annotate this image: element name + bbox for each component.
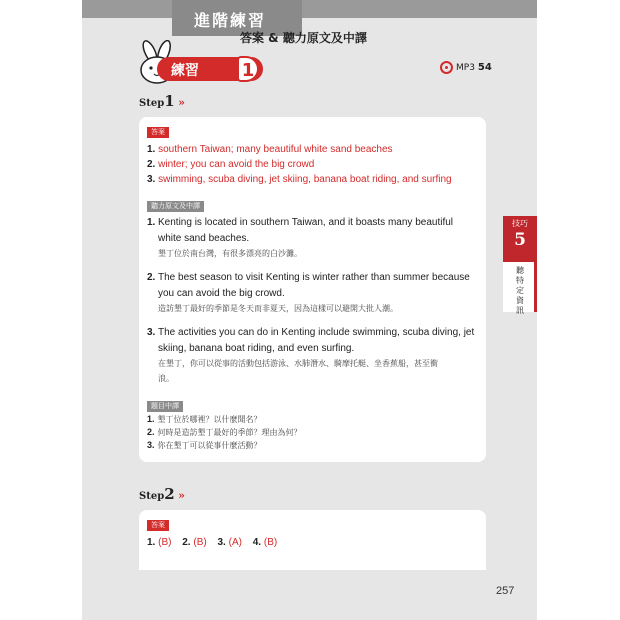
script-translation: 造訪墾丁最好的季節是冬天而非夏天，因為這樣可以避開大批人潮。 [158,304,398,313]
chapter-label: 技巧 [512,219,528,228]
audio-label: MP3 [456,62,475,73]
chapter-number: 5 [514,230,526,250]
practice-number: 1 [237,56,259,82]
chapter-title-char: 定 [516,286,524,295]
question-tag: 題目中譯 [147,401,183,412]
question-line: 3. 你在墾丁可以從事什麼活動？ [147,440,262,450]
step1-heading [139,92,182,110]
step1-number: 1 [164,92,175,110]
practice-badge [157,57,263,81]
answer-tag: 答案 [147,127,169,138]
audio-track-number: 54 [477,62,492,73]
step2-word: Step [139,491,165,502]
cd-icon [440,61,453,74]
chapter-side-tab[interactable] [503,216,537,315]
practice-label: 練習 [171,63,199,79]
chevron-right-icon: » [178,489,182,502]
chapter-title-vertical [503,266,537,316]
chapter-title-char: 訊 [516,306,524,315]
script-translation: 在墾丁，你可以從事的活動包括游泳、水肺潛水、騎摩托艇、坐香蕉船，甚至衝 [158,359,438,368]
step2-number: 2 [164,485,175,503]
header-bar [82,0,537,18]
side-accent-bar [534,216,537,312]
script-tag: 聽力原文及中譯 [147,201,204,212]
step1-word: Step [139,98,165,109]
chapter-title-char: 特 [516,276,524,285]
audio-track[interactable] [440,61,492,74]
script-translation: 浪。 [158,374,174,383]
script-item: 1. Kenting is located in southern Taiwan, and it boasts many beautiful white sand beaches. [147,217,453,244]
script-item: 2. The best season to visit Kenting is winter rather than summer because you can avoid the big crowd. [147,272,470,299]
header-subtitle: 答案 & 聽力原文及中譯 [240,31,367,45]
chapter-title-char: 聽 [516,266,524,275]
chapter-number-block [503,216,537,262]
step2-heading [139,485,182,503]
question-line: 1. 墾丁位於哪裡？以什麼聞名？ [147,414,262,424]
script-item: 3. The activities you can do in Kenting include swimming, scuba diving, jet skiing, banana boat riding, and even surfing. [147,327,475,354]
step2-answers: 1. (B) 2. (B) 3. (A) 4. (B) [147,537,278,548]
chapter-title-char: 資 [516,296,524,305]
chevron-right-icon: » [178,96,182,109]
script-translation: 墾丁位於南台灣，有很多漂亮的白沙灘。 [158,249,302,258]
question-line: 2. 何時是造訪墾丁最好的季節？理由為何？ [147,427,302,437]
page-number: 257 [496,585,515,597]
answer-line: 1. southern Taiwan; many beautiful white sand beaches [147,144,393,155]
answer-tag: 答案 [147,520,169,531]
answer-line: 3. swimming, scuba diving, jet skiing, banana boat riding, and surfing [147,174,452,185]
header-title: 進階練習 [194,11,267,30]
answer-line: 2. winter; you can avoid the big crowd [147,159,315,170]
